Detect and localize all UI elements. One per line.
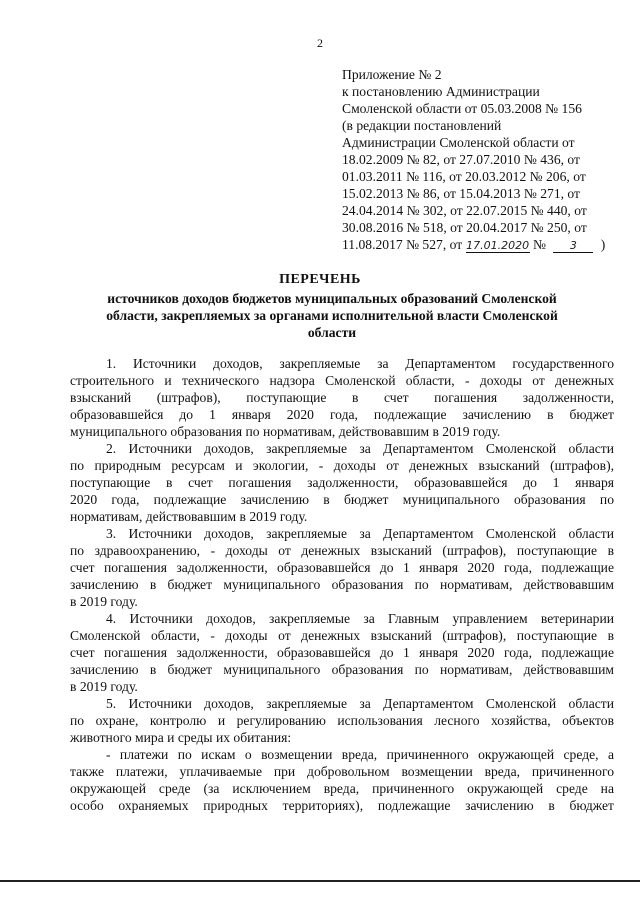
text-line: поступающие в счет погашения задолженности, образовавшейся до 1 января: [70, 475, 614, 490]
text-line: 5. Источники доходов, закрепляемые за Департаментом Смоленской области: [106, 696, 614, 711]
paragraph-4: [70, 610, 614, 695]
subtitle-line: источников доходов бюджетов муниципальных образований Смоленской: [107, 291, 557, 306]
text-line: зачислению в бюджет муниципального образования по нормативам, действовавшим: [70, 662, 614, 677]
paragraph-5: [70, 695, 614, 746]
text-line: муниципального образования по нормативам, действовавшим в 2019 году.: [70, 424, 501, 439]
text-line: по здравоохранению, - доходы от денежных взысканий (штрафов), поступающие в: [70, 543, 614, 558]
text-line: особо охраняемых природных территориях), подлежащие зачислению в бюджет: [70, 798, 614, 813]
document-subtitle: [72, 290, 592, 341]
appendix-header: [342, 66, 640, 253]
text-line: 1. Источники доходов, закрепляемые за Департаментом государственного: [106, 356, 614, 371]
text-line: Смоленской области, - доходы от денежных взысканий (штрафов), поступающие в: [70, 628, 614, 643]
appendix-line: к постановлению Администрации: [342, 84, 540, 99]
text-line: - платежи по искам о возмещении вреда, причиненного окружающей среде, а: [106, 747, 614, 762]
document-body: [70, 355, 614, 814]
text-line: в 2019 году.: [70, 594, 138, 609]
number-sign: №: [533, 237, 546, 252]
bottom-divider: [0, 880, 640, 882]
text-line: взысканий (штрафов), поступающие в счет погашения задолженности,: [70, 390, 614, 405]
paragraph-1: [70, 355, 614, 440]
appendix-last-line: [342, 236, 640, 253]
appendix-line: Администрации Смоленской области от: [342, 135, 575, 150]
text-line: по охране, контролю и регулированию использования лесного хозяйства, объектов: [70, 713, 614, 728]
appendix-line: 24.04.2014 № 302, от 22.07.2015 № 440, от: [342, 203, 587, 218]
appendix-line: Приложение № 2: [342, 67, 442, 82]
document-title: ПЕРЕЧЕНЬ: [279, 272, 361, 287]
text-line: животного мира и среды их обитания:: [70, 730, 292, 745]
text-line: также платежи, уплачиваемые при добровольном возмещении вреда, причиненного: [70, 764, 614, 779]
text-line: строительного и технического надзора Смоленской области, - доходы от денежных: [70, 373, 614, 388]
text-line: счет погашения задолженности, образовавшейся до 1 января 2020 года, подлежащие: [70, 560, 614, 575]
appendix-line: 18.02.2009 № 82, от 27.07.2010 № 436, от: [342, 152, 580, 167]
text-line: образовавшейся до 1 января 2020 года, подлежащие зачислению в бюджет: [70, 407, 614, 422]
text-line: 4. Источники доходов, закрепляемые за Главным управлением ветеринарии: [106, 611, 614, 626]
text-line: нормативам, действовавшим в 2019 году.: [70, 509, 308, 524]
text-line: окружающей среде (за исключением вреда, причиненного окружающей среде на: [70, 781, 614, 796]
paragraph-5-item: [70, 746, 614, 814]
appendix-line: (в редакции постановлений: [342, 118, 502, 133]
text-line: 2020 года, подлежащие зачислению в бюджет муниципального образования по: [70, 492, 614, 507]
text-line: зачислению в бюджет муниципального образования по нормативам, действовавшим: [70, 577, 614, 592]
closing-paren: ): [600, 237, 606, 252]
handwritten-number: 3: [553, 239, 593, 253]
paragraph-3: [70, 525, 614, 610]
text-line: по природным ресурсам и экологии, - доходы от денежных взысканий (штрафов),: [70, 458, 614, 473]
appendix-line: Смоленской области от 05.03.2008 № 156: [342, 101, 582, 116]
page-number: 2: [317, 36, 323, 50]
appendix-line: 30.08.2016 № 518, от 20.04.2017 № 250, от: [342, 220, 587, 235]
appendix-line: 01.03.2011 № 116, от 20.03.2012 № 206, от: [342, 169, 586, 184]
text-line: 2. Источники доходов, закрепляемые за Департаментом Смоленской области: [106, 441, 614, 456]
appendix-line: 15.02.2013 № 86, от 15.04.2013 № 271, от: [342, 186, 580, 201]
text-line: счет погашения задолженности, образовавшейся до 1 января 2020 года, подлежащие: [70, 645, 614, 660]
handwritten-date: 17.01.2020: [466, 239, 530, 252]
text-line: в 2019 году.: [70, 679, 138, 694]
subtitle-line: области, закрепляемых за органами исполнительной власти Смоленской: [106, 308, 558, 323]
paragraph-2: [70, 440, 614, 525]
subtitle-line: области: [307, 325, 357, 340]
text-line: 3. Источники доходов, закрепляемые за Департаментом Смоленской области: [106, 526, 614, 541]
appendix-last-line-prefix: 11.08.2017 № 527, от: [342, 237, 463, 252]
